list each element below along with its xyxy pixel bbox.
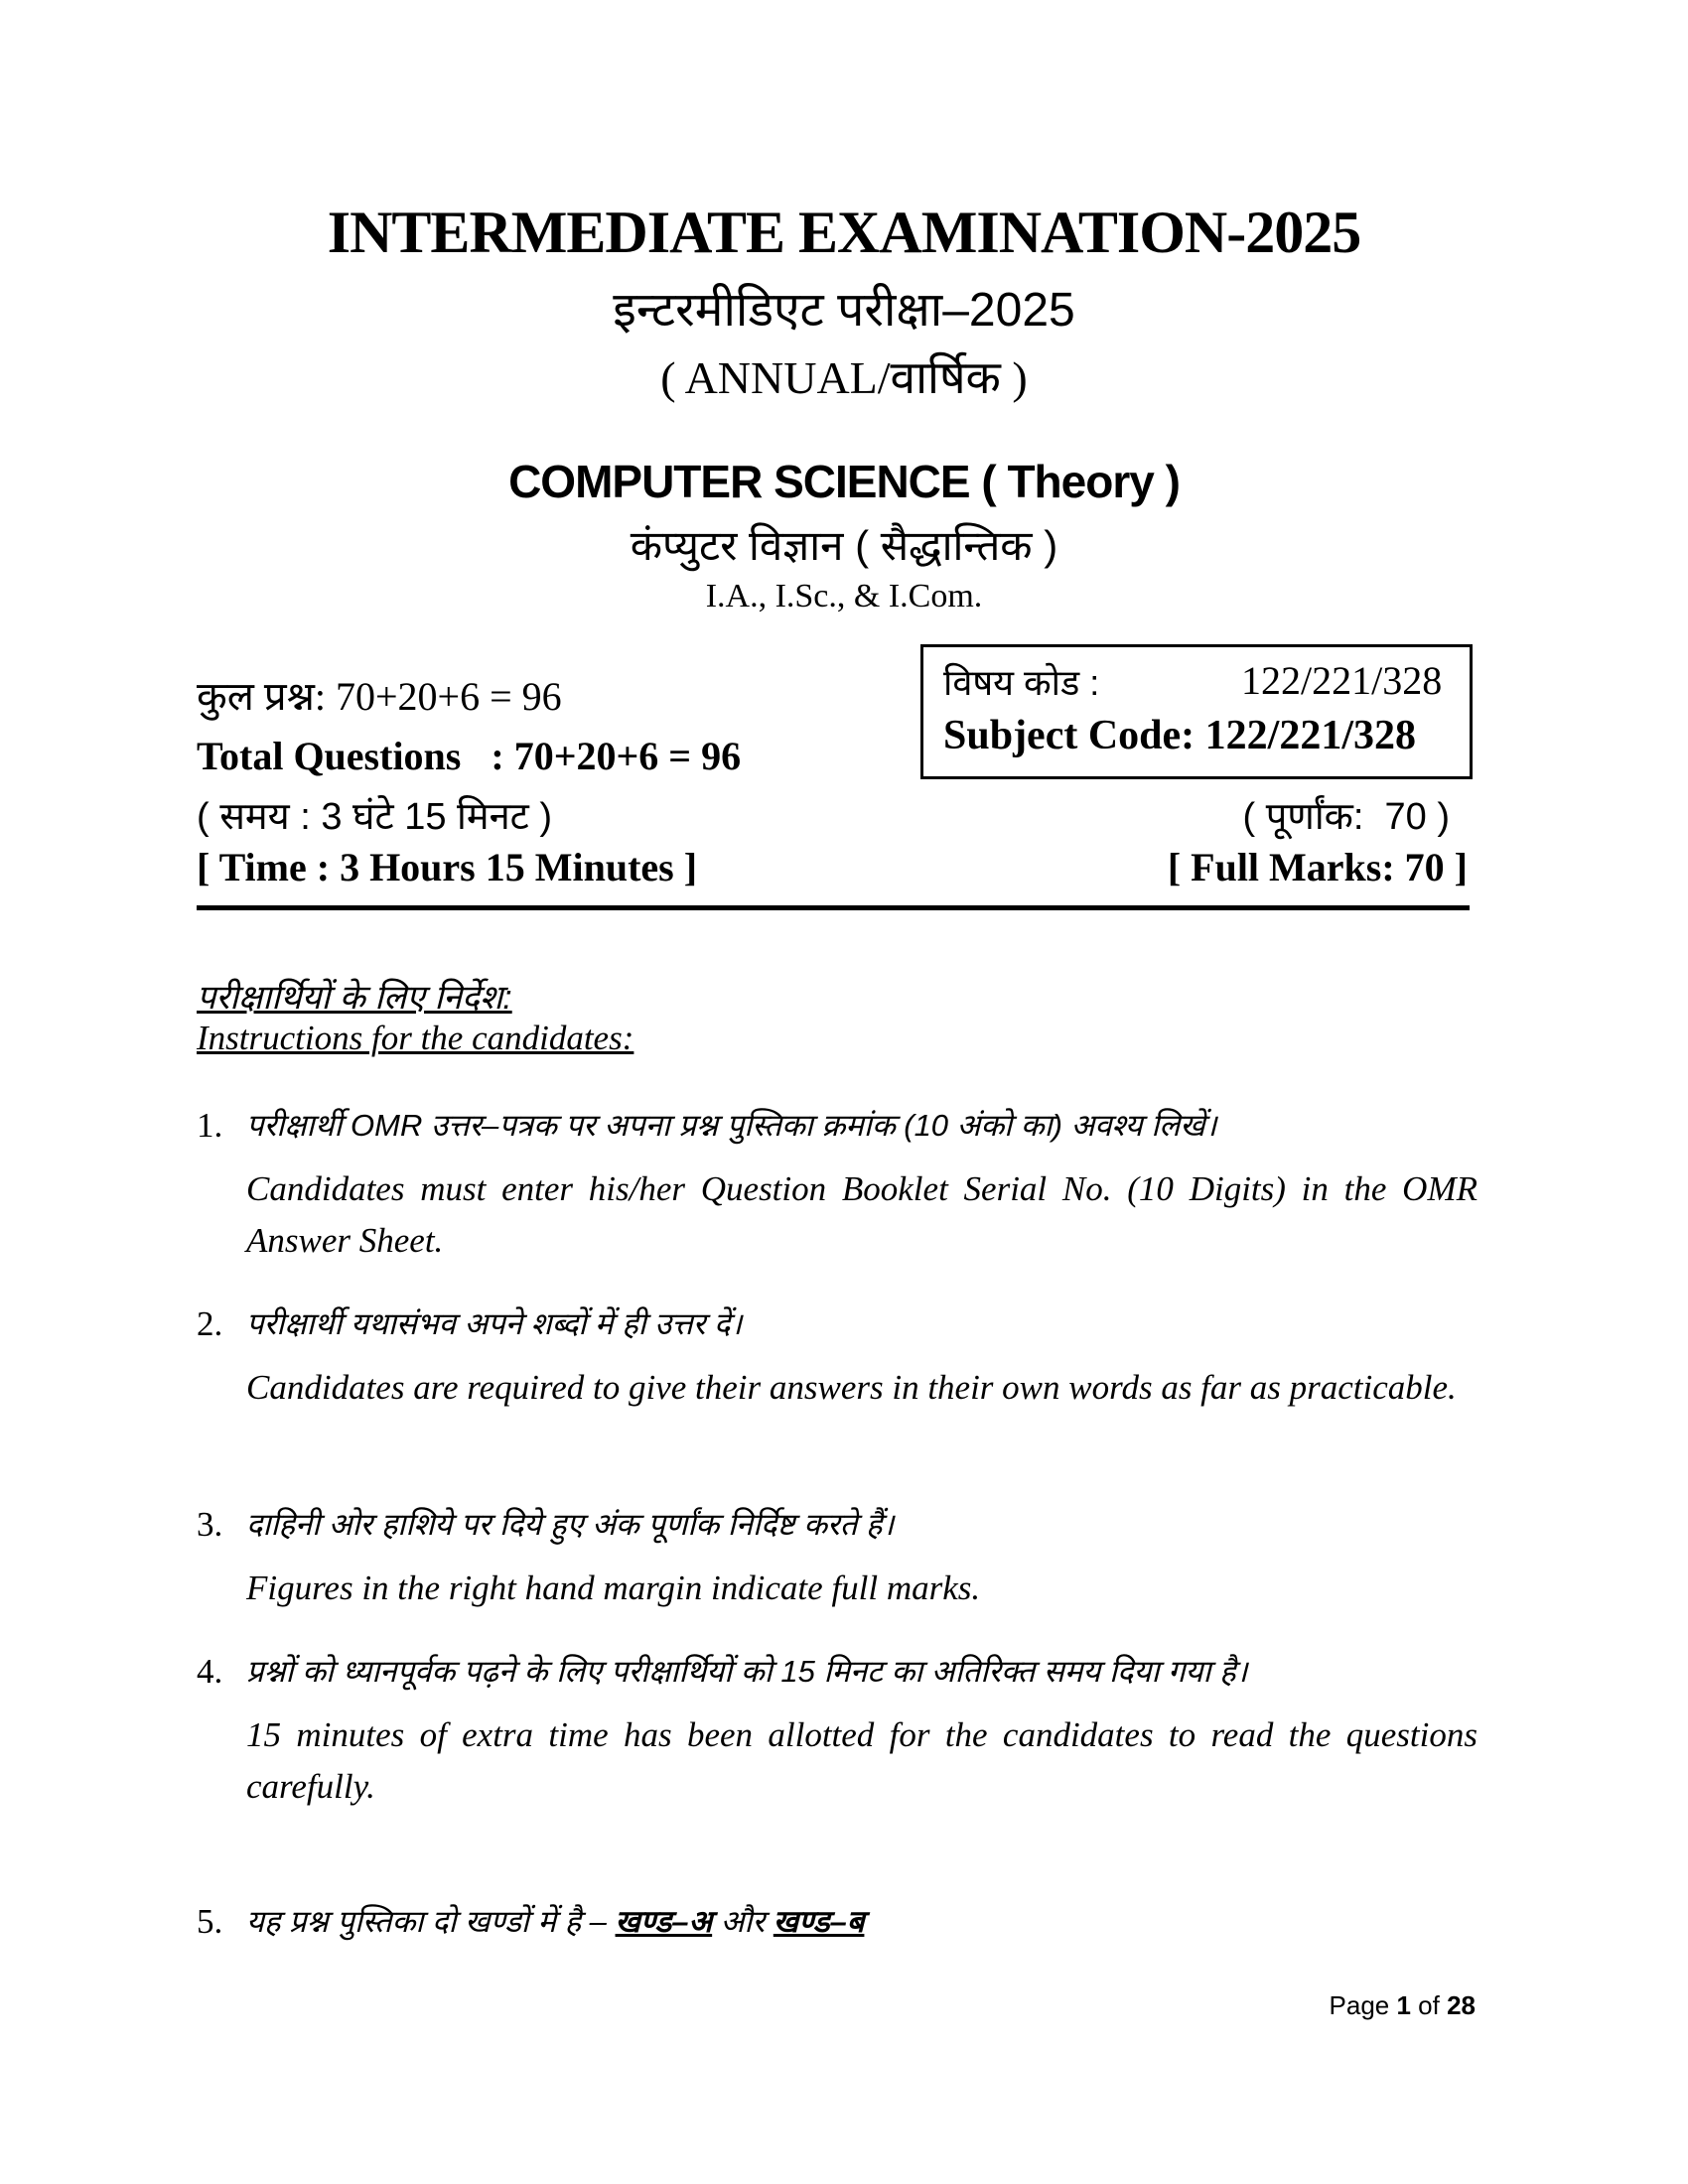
page-number: Page 1 of 28 [1329, 1990, 1476, 2020]
exam-title-hindi: इन्टरमीडिएट परीक्षा–2025 [613, 284, 1075, 337]
subject-code-box [920, 644, 1473, 779]
subject-code: Subject Code: 122/221/328 [943, 713, 1416, 758]
subject-title-hindi: कंप्युटर विज्ञान ( सैद्धान्तिक ) [630, 522, 1058, 569]
subject-code-hindi-label: विषय कोड : [943, 662, 1100, 703]
instructions-heading: Instructions for the candidates: [197, 1019, 634, 1057]
exam-session: ( ANNUAL/वार्षिक ) [660, 352, 1028, 403]
section-b: खण्ड–ब [773, 1904, 865, 1939]
section-a: खण्ड–अ [615, 1904, 713, 1939]
streams: I.A., I.Sc., & I.Com. [705, 578, 983, 614]
header-divider [197, 905, 1470, 910]
full-marks-hindi: ( पूर्णांक: 70 ) [1242, 796, 1450, 838]
instruction-item: 4. प्रश्नों को ध्यानपूर्वक पढ़ने के लिए परीक्षार्थियों को 15 मिनट का अतिरिक्त समय दिया गया है। 15 minutes of extra time has been allotted for the candidates to read the questions carefully. [197, 1652, 1477, 1806]
full-marks: [ Full Marks: 70 ] [1167, 845, 1468, 889]
total-questions-hindi: कुल प्रश्न: 70+20+6 = 96 [197, 674, 562, 719]
subject-title: COMPUTER SCIENCE ( Theory ) [508, 456, 1180, 507]
subject-code-hindi-value: 122/221/328 [1241, 658, 1443, 703]
instructions-heading-hindi: परीक्षार्थियों के लिए निर्देश: [197, 979, 512, 1017]
instruction-item: 1. परीक्षार्थी OMR उत्तर–पत्रक पर अपना प्रश्न पुस्तिका क्रमांक (10 अंको का) अवश्य लिखें। Candidates must enter his/her Question Booklet Serial No. (10 Digits) in the OMR Answer Sheet. [197, 1106, 1477, 1260]
exam-title: INTERMEDIATE EXAMINATION-2025 [327, 200, 1361, 265]
total-questions: Total Questions : 70+20+6 = 96 [197, 734, 742, 778]
instruction-item: 3. दाहिनी ओर हाशिये पर दिये हुए अंक पूर्णांक निर्दिष्ट करते हैं। Figures in the right hand margin indicate full marks. [197, 1505, 981, 1607]
time: [ Time : 3 Hours 15 Minutes ] [197, 845, 698, 889]
time-hindi: ( समय : 3 घंटे 15 मिनट ) [197, 796, 553, 838]
instruction-item: 5. यह प्रश्न पुस्तिका दो खण्डों में है – खण्ड–अ और खण्ड–ब [197, 1902, 865, 1941]
instruction-item: 2. परीक्षार्थी यथासंभव अपने शब्दों में ही उत्तर दें। Candidates are required to give their answers in their own words as far as practicable. [197, 1304, 1457, 1407]
